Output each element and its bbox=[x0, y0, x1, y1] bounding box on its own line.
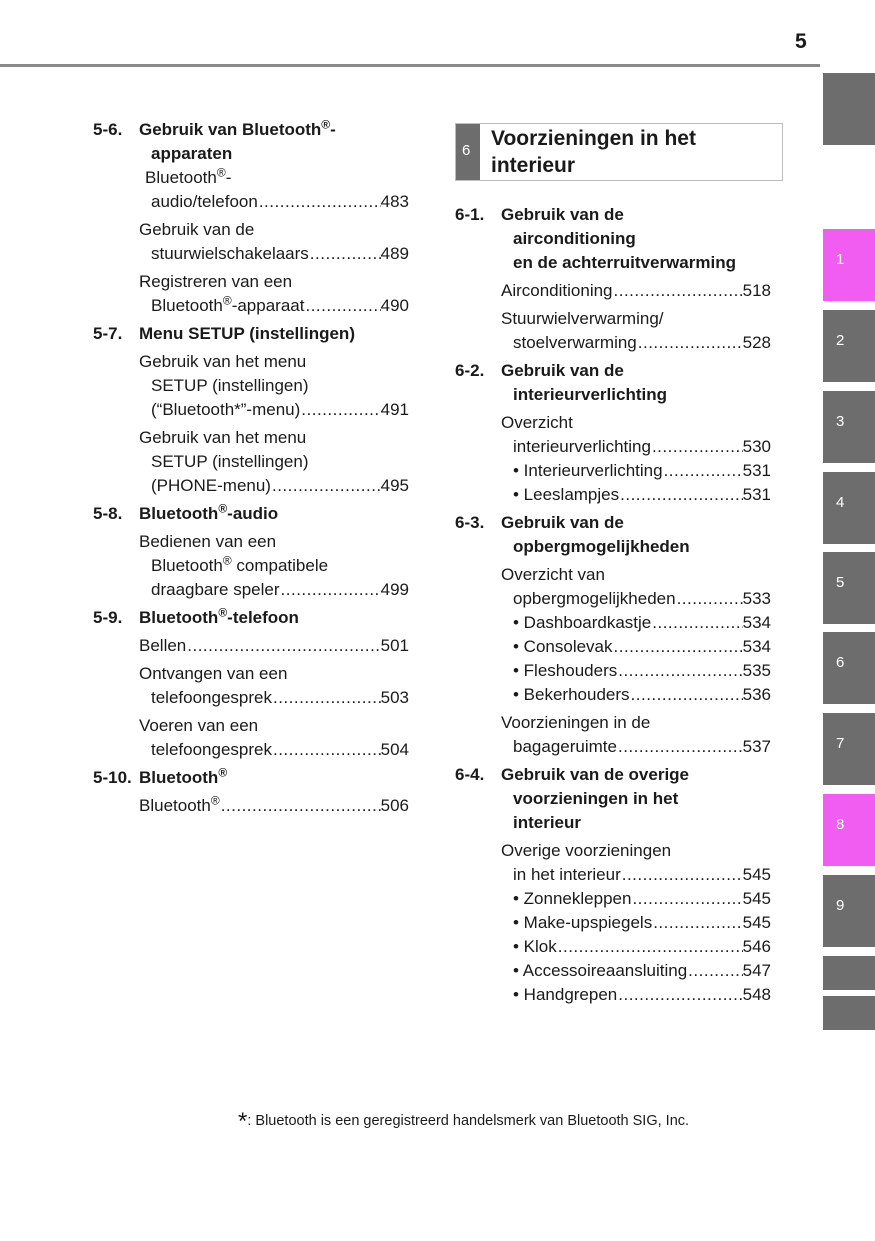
chapter-tab-index-b[interactable] bbox=[823, 996, 875, 1030]
page-ref: 535 bbox=[742, 661, 771, 680]
page-ref: 548 bbox=[742, 985, 771, 1004]
page-ref: 490 bbox=[380, 296, 409, 315]
page-ref: 503 bbox=[380, 688, 409, 707]
chapter-tab-8[interactable] bbox=[823, 794, 875, 866]
toc-left-column bbox=[93, 118, 409, 818]
page-ref: 545 bbox=[742, 865, 771, 884]
chapter-tab-9[interactable] bbox=[823, 875, 875, 947]
chapter-tab-index-a[interactable] bbox=[823, 956, 875, 990]
page-ref: 531 bbox=[742, 461, 771, 480]
toc-entry[interactable]: Gebruik van het menu SETUP (instellingen) (“Bluetooth*”-menu) ..... 491 bbox=[93, 350, 409, 422]
toc-entry[interactable]: Overige voorzieningen in het interieur ..... 545 • Zonnekleppen ..... 545 • Make-upspiegels ..... 545 • Klok ..... 546 • Accessoireaansluiting ..... 547 • Handgrepen ..... 548 bbox=[455, 839, 771, 1007]
chapter-tab-2[interactable] bbox=[823, 310, 875, 382]
chapter-tab-6[interactable] bbox=[823, 632, 875, 704]
section-5-8[interactable]: 5-8. Bluetooth®-audio bbox=[93, 501, 279, 523]
page-ref: 506 bbox=[380, 796, 409, 815]
chapter-number: 6 bbox=[456, 124, 480, 180]
section-6-2[interactable]: 6-2. Gebruik van de interieurverlichting bbox=[455, 361, 667, 404]
section-5-9[interactable]: 5-9. Bluetooth®-telefoon bbox=[93, 605, 299, 627]
toc-entry[interactable]: Overzicht van opbergmogelijkheden ..... 533 • Dashboardkastje ..... 534 • Consolevak ..... 534 • Fleshouders ..... 535 • Bekerhouders ..... 536 bbox=[455, 563, 771, 707]
page-ref: 501 bbox=[380, 636, 409, 655]
page-ref: 545 bbox=[742, 889, 771, 908]
tab-label: 6 bbox=[836, 654, 845, 671]
tab-label: 8 bbox=[836, 816, 845, 833]
page-ref: 546 bbox=[742, 937, 771, 956]
toc-entry[interactable]: Gebruik van de stuurwielschakelaars ..... 489 bbox=[93, 218, 409, 266]
footnote-text: : Bluetooth is een geregistreerd handelsmerk van Bluetooth SIG, Inc. bbox=[247, 1113, 690, 1129]
tab-label: 2 bbox=[836, 332, 845, 349]
page-ref: 534 bbox=[742, 613, 771, 632]
footnote-marker: * bbox=[238, 1108, 248, 1135]
page-ref: 489 bbox=[380, 244, 409, 263]
page-ref: 483 bbox=[380, 192, 409, 211]
chapter-tab-5[interactable] bbox=[823, 552, 875, 624]
page-ref: 545 bbox=[742, 913, 771, 932]
toc-right-column bbox=[455, 203, 771, 1007]
toc-entry[interactable]: Voorzieningen in de bagageruimte ..... 537 bbox=[455, 711, 771, 759]
chapter-tab-7[interactable] bbox=[823, 713, 875, 785]
section-6-4[interactable]: 6-4. Gebruik van de overige voorzieningen in het interieur bbox=[455, 765, 690, 832]
page-ref: 518 bbox=[742, 281, 771, 300]
toc-entry[interactable]: Overzicht interieurverlichting ..... 530 • Interieurverlichting ..... 531 • Leeslampjes ..... 531 bbox=[455, 411, 771, 507]
footnote bbox=[238, 1108, 689, 1136]
page-ref: 537 bbox=[742, 737, 771, 756]
page-ref: 536 bbox=[742, 685, 771, 704]
page-ref: 499 bbox=[380, 580, 409, 599]
page-ref: 534 bbox=[742, 637, 771, 656]
section-5-7[interactable]: 5-7. Menu SETUP (instellingen) bbox=[93, 324, 355, 343]
chapter-tab-1[interactable] bbox=[823, 229, 875, 301]
page-ref: 530 bbox=[742, 437, 771, 456]
chapter-heading bbox=[455, 123, 783, 181]
page-ref: 528 bbox=[742, 333, 771, 352]
page-ref: 547 bbox=[742, 961, 771, 980]
toc-entry[interactable]: Bedienen van een Bluetooth® compatibele draagbare speler ..... 499 bbox=[93, 530, 409, 602]
chapter-title: Voorzieningen in het interieur bbox=[491, 127, 696, 177]
chapter-tab-blank-top[interactable] bbox=[823, 73, 875, 145]
page-ref: 531 bbox=[742, 485, 771, 504]
section-5-6[interactable]: 5-6. Gebruik van Bluetooth®- apparaten bbox=[93, 117, 336, 163]
toc-entry[interactable]: Ontvangen van een telefoongesprek ..... 503 bbox=[93, 662, 409, 710]
page-ref: 495 bbox=[380, 476, 409, 495]
tab-label: 7 bbox=[836, 735, 845, 752]
tab-label: 5 bbox=[836, 574, 845, 591]
toc-entry[interactable]: Stuurwielverwarming/ stoelverwarming ..... 528 bbox=[455, 307, 771, 355]
section-5-10[interactable]: 5-10. Bluetooth® bbox=[93, 765, 228, 787]
tab-label: 4 bbox=[836, 494, 845, 511]
section-6-3[interactable]: 6-3. Gebruik van de opbergmogelijkheden bbox=[455, 513, 690, 556]
page-number: 5 bbox=[795, 30, 807, 53]
header-rule bbox=[0, 64, 820, 67]
page-ref: 504 bbox=[380, 740, 409, 759]
tab-label: 1 bbox=[836, 251, 845, 268]
toc-entry[interactable]: Bellen ..... 501 bbox=[93, 634, 409, 658]
toc-entry[interactable]: Gebruik van het menu SETUP (instellingen) (PHONE-menu) ..... 495 bbox=[93, 426, 409, 498]
chapter-tab-4[interactable] bbox=[823, 472, 875, 544]
tab-label: 9 bbox=[836, 897, 845, 914]
toc-entry[interactable]: Bluetooth® ..... 506 bbox=[93, 794, 409, 818]
toc-entry[interactable]: Airconditioning ..... 518 bbox=[455, 279, 771, 303]
chapter-tab-3[interactable] bbox=[823, 391, 875, 463]
toc-entry[interactable]: Bluetooth®- audio/telefoon ..... 483 bbox=[93, 166, 409, 214]
section-6-1[interactable]: 6-1. Gebruik van de airconditioning en de achterruitverwarming bbox=[455, 205, 736, 272]
tab-label: 3 bbox=[836, 413, 845, 430]
toc-entry[interactable]: Voeren van een telefoongesprek ..... 504 bbox=[93, 714, 409, 762]
toc-entry[interactable]: Registreren van een Bluetooth®-apparaat ..... 490 bbox=[93, 270, 409, 318]
page-ref: 533 bbox=[742, 589, 771, 608]
page-ref: 491 bbox=[380, 400, 409, 419]
